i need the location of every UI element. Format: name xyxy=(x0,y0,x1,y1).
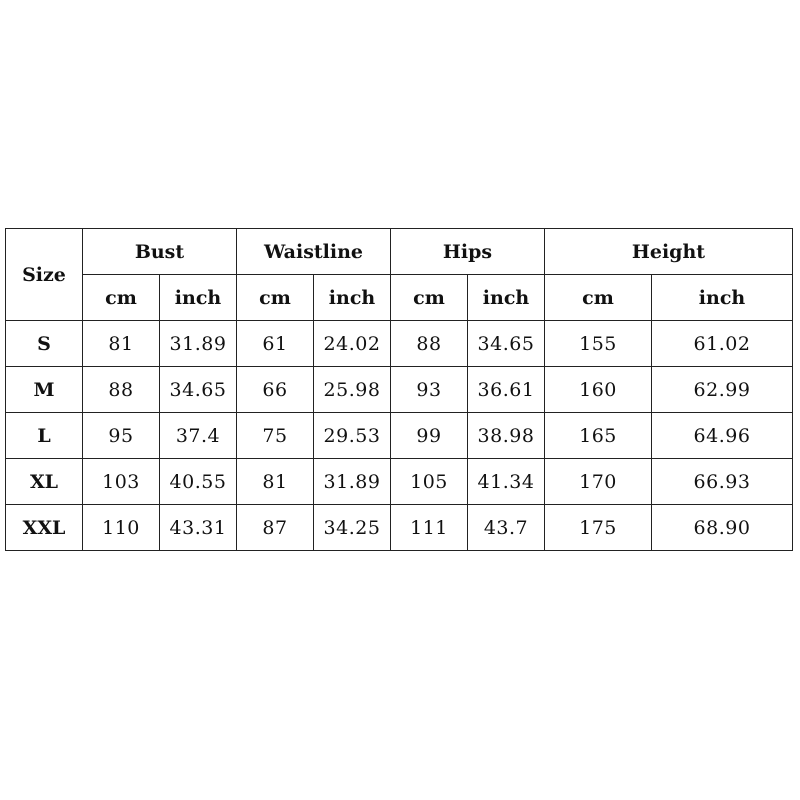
value-cell: 93 xyxy=(391,367,468,413)
value-cell: 105 xyxy=(391,459,468,505)
unit-header-cell: cm xyxy=(391,275,468,321)
value-cell: 81 xyxy=(237,459,314,505)
size-cell: XL xyxy=(6,459,83,505)
unit-header-cell: inch xyxy=(314,275,391,321)
group-header-row xyxy=(6,229,793,275)
table-row xyxy=(6,459,793,505)
unit-header-cell: cm xyxy=(83,275,160,321)
table-row xyxy=(6,505,793,551)
table-row xyxy=(6,413,793,459)
value-cell: 87 xyxy=(237,505,314,551)
value-cell: 111 xyxy=(391,505,468,551)
value-cell: 40.55 xyxy=(160,459,237,505)
value-cell: 88 xyxy=(83,367,160,413)
value-cell: 31.89 xyxy=(314,459,391,505)
value-cell: 25.98 xyxy=(314,367,391,413)
unit-header-row xyxy=(6,275,793,321)
value-cell: 64.96 xyxy=(652,413,793,459)
value-cell: 36.61 xyxy=(468,367,545,413)
value-cell: 61.02 xyxy=(652,321,793,367)
table-row xyxy=(6,321,793,367)
value-cell: 155 xyxy=(545,321,652,367)
unit-header-cell: inch xyxy=(652,275,793,321)
unit-header-cell: cm xyxy=(237,275,314,321)
value-cell: 24.02 xyxy=(314,321,391,367)
value-cell: 43.7 xyxy=(468,505,545,551)
group-header-bust: Bust xyxy=(83,229,237,275)
value-cell: 165 xyxy=(545,413,652,459)
group-header-waistline: Waistline xyxy=(237,229,391,275)
unit-header-cell: cm xyxy=(545,275,652,321)
value-cell: 61 xyxy=(237,321,314,367)
value-cell: 31.89 xyxy=(160,321,237,367)
value-cell: 34.25 xyxy=(314,505,391,551)
value-cell: 37.4 xyxy=(160,413,237,459)
unit-header-cell: inch xyxy=(468,275,545,321)
value-cell: 170 xyxy=(545,459,652,505)
size-cell: M xyxy=(6,367,83,413)
size-cell: L xyxy=(6,413,83,459)
size-chart-table xyxy=(5,228,793,551)
size-column-header: Size xyxy=(6,229,83,321)
value-cell: 34.65 xyxy=(160,367,237,413)
value-cell: 66.93 xyxy=(652,459,793,505)
value-cell: 68.90 xyxy=(652,505,793,551)
table-row xyxy=(6,367,793,413)
value-cell: 66 xyxy=(237,367,314,413)
value-cell: 110 xyxy=(83,505,160,551)
value-cell: 103 xyxy=(83,459,160,505)
value-cell: 38.98 xyxy=(468,413,545,459)
group-header-hips: Hips xyxy=(391,229,545,275)
value-cell: 41.34 xyxy=(468,459,545,505)
value-cell: 75 xyxy=(237,413,314,459)
unit-header-cell: inch xyxy=(160,275,237,321)
size-cell: XXL xyxy=(6,505,83,551)
value-cell: 62.99 xyxy=(652,367,793,413)
value-cell: 99 xyxy=(391,413,468,459)
value-cell: 34.65 xyxy=(468,321,545,367)
value-cell: 88 xyxy=(391,321,468,367)
value-cell: 160 xyxy=(545,367,652,413)
value-cell: 43.31 xyxy=(160,505,237,551)
value-cell: 95 xyxy=(83,413,160,459)
size-cell: S xyxy=(6,321,83,367)
value-cell: 175 xyxy=(545,505,652,551)
group-header-height: Height xyxy=(545,229,793,275)
value-cell: 81 xyxy=(83,321,160,367)
value-cell: 29.53 xyxy=(314,413,391,459)
